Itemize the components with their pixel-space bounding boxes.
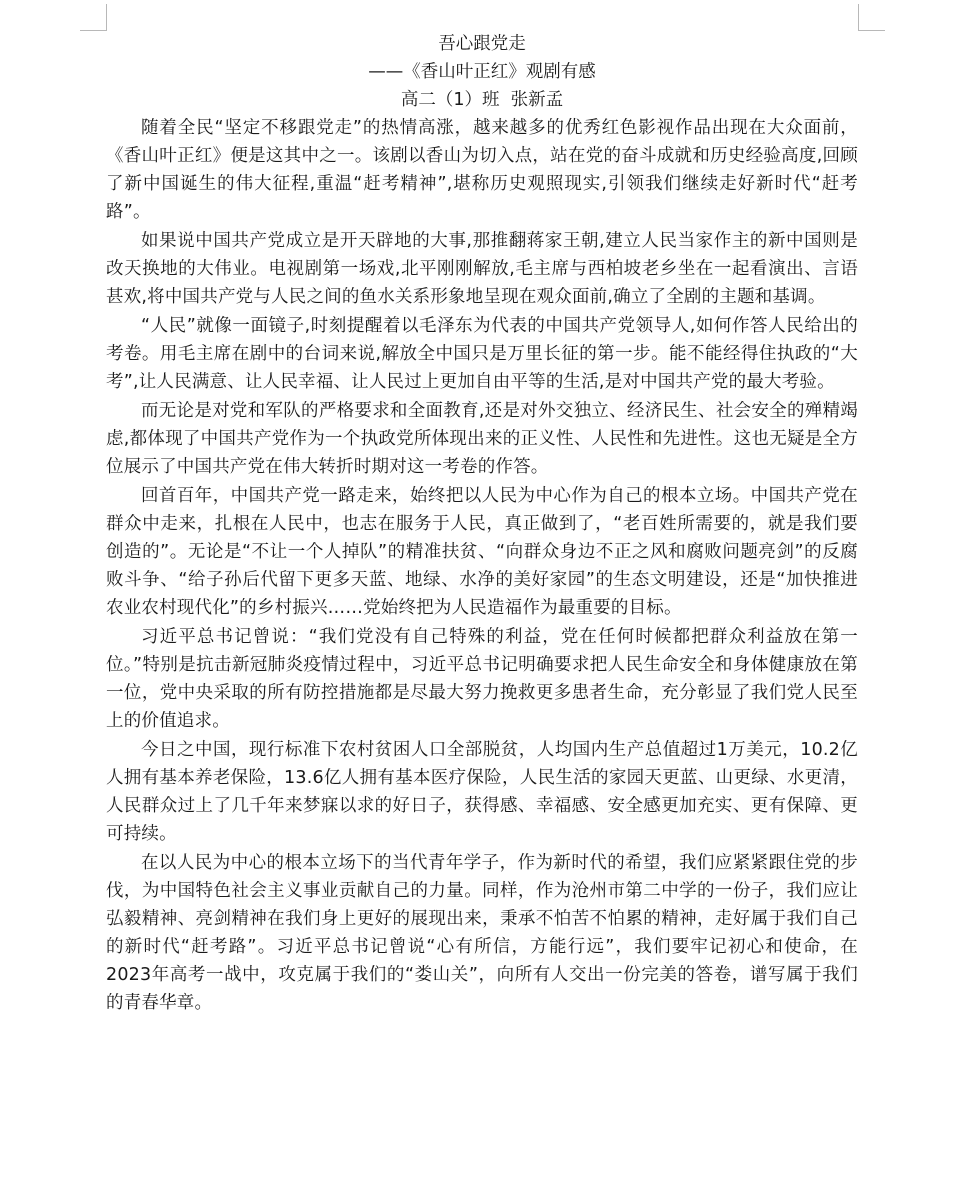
document-subtitle: ——《香山叶正红》观剧有感 — [368, 62, 596, 82]
crop-mark-top-left — [80, 4, 107, 31]
paragraph-3: “人民”就像一面镜子,时刻提醒着以毛泽东为代表的中国共产党领导人,如何作答人民给出的考卷。用毛主席在剧中的台词来说,解放全中国只是万里长征的第一步。能不能经得住执政的“大考”,让人民满意、让人民幸福、让人民过上更加自由平等的生活,是对中国共产党的最大考验。 — [106, 316, 858, 392]
paragraph-8: 在以人民为中心的根本立场下的当代青年学子，作为新时代的希望，我们应紧紧跟住党的步伐，为中国特色社会主义事业贡献自己的力量。同样，作为沧州市第二中学的一份子，我们应让弘毅精神、亮剑精神在我们身上更好的展现出来，秉承不怕苦不怕累的精神，走好属于我们自己的新时代“赶考路”。习近平总书记曾说“心有所信，方能行远”，我们要牢记初心和使命，在2023年高考一战中，攻克属于我们的“娄山关”，向所有人交出一份完美的答卷，谱写属于我们的青春华章。 — [106, 853, 858, 1013]
author-line: 高二（1）班 张新孟 — [400, 90, 564, 110]
crop-mark-top-right — [858, 4, 885, 31]
paragraph-6: 习近平总书记曾说：“我们党没有自己特殊的利益，党在任何时候都把群众利益放在第一位。”特别是抗击新冠肺炎疫情过程中，习近平总书记明确要求把人民生命安全和身体健康放在第一位，党中央采取的所有防控措施都是尽最大努力挽救更多患者生命，充分彰显了我们党人民至上的价值追求。 — [106, 627, 858, 731]
document-page — [106, 30, 858, 1018]
paragraph-5: 回首百年，中国共产党一路走来，始终把以人民为中心作为自己的根本立场。中国共产党在群众中走来，扎根在人民中，也志在服务于人民，真正做到了，“老百姓所需要的，就是我们要创造的”。无论是“不让一个人掉队”的精准扶贫、“向群众身边不正之风和腐败问题亮剑”的反腐败斗争、“给子孙后代留下更多天蓝、地绿、水净的美好家园”的生态文明建设，还是“加快推进农业农村现代化”的乡村振兴……党始终把为人民造福作为最重要的目标。 — [106, 486, 858, 618]
paragraph-1: 随着全民“坚定不移跟党走”的热情高涨，越来越多的优秀红色影视作品出现在大众面前，《香山叶正红》便是这其中之一。该剧以香山为切入点，站在党的奋斗成就和历史经验高度,回顾了新中国诞生的伟大征程,重温“赶考精神”,堪称历史观照现实,引领我们继续走好新时代“赶考路”。 — [106, 118, 858, 222]
paragraph-7: 今日之中国，现行标准下农村贫困人口全部脱贫，人均国内生产总值超过1万美元，10.2亿人拥有基本养老保险，13.6亿人拥有基本医疗保险，人民生活的家园天更蓝、山更绿、水更清，人民群众过上了几千年来梦寐以求的好日子，获得感、幸福感、安全感更加充实、更有保障、更可持续。 — [106, 740, 858, 844]
paragraph-4: 而无论是对党和军队的严格要求和全面教育,还是对外交独立、经济民生、社会安全的殚精竭虑,都体现了中国共产党作为一个执政党所体现出来的正义性、人民性和先进性。这也无疑是全方位展示了中国共产党在伟大转折时期对这一考卷的作答。 — [106, 401, 858, 477]
document-title: 吾心跟党走 — [438, 34, 526, 54]
paragraph-2: 如果说中国共产党成立是开天辟地的大事,那推翻蒋家王朝,建立人民当家作主的新中国则是改天换地的大伟业。电视剧第一场戏,北平刚刚解放,毛主席与西柏坡老乡坐在一起看演出、言语甚欢,将中国共产党与人民之间的鱼水关系形象地呈现在观众面前,确立了全剧的主题和基调。 — [106, 231, 858, 307]
